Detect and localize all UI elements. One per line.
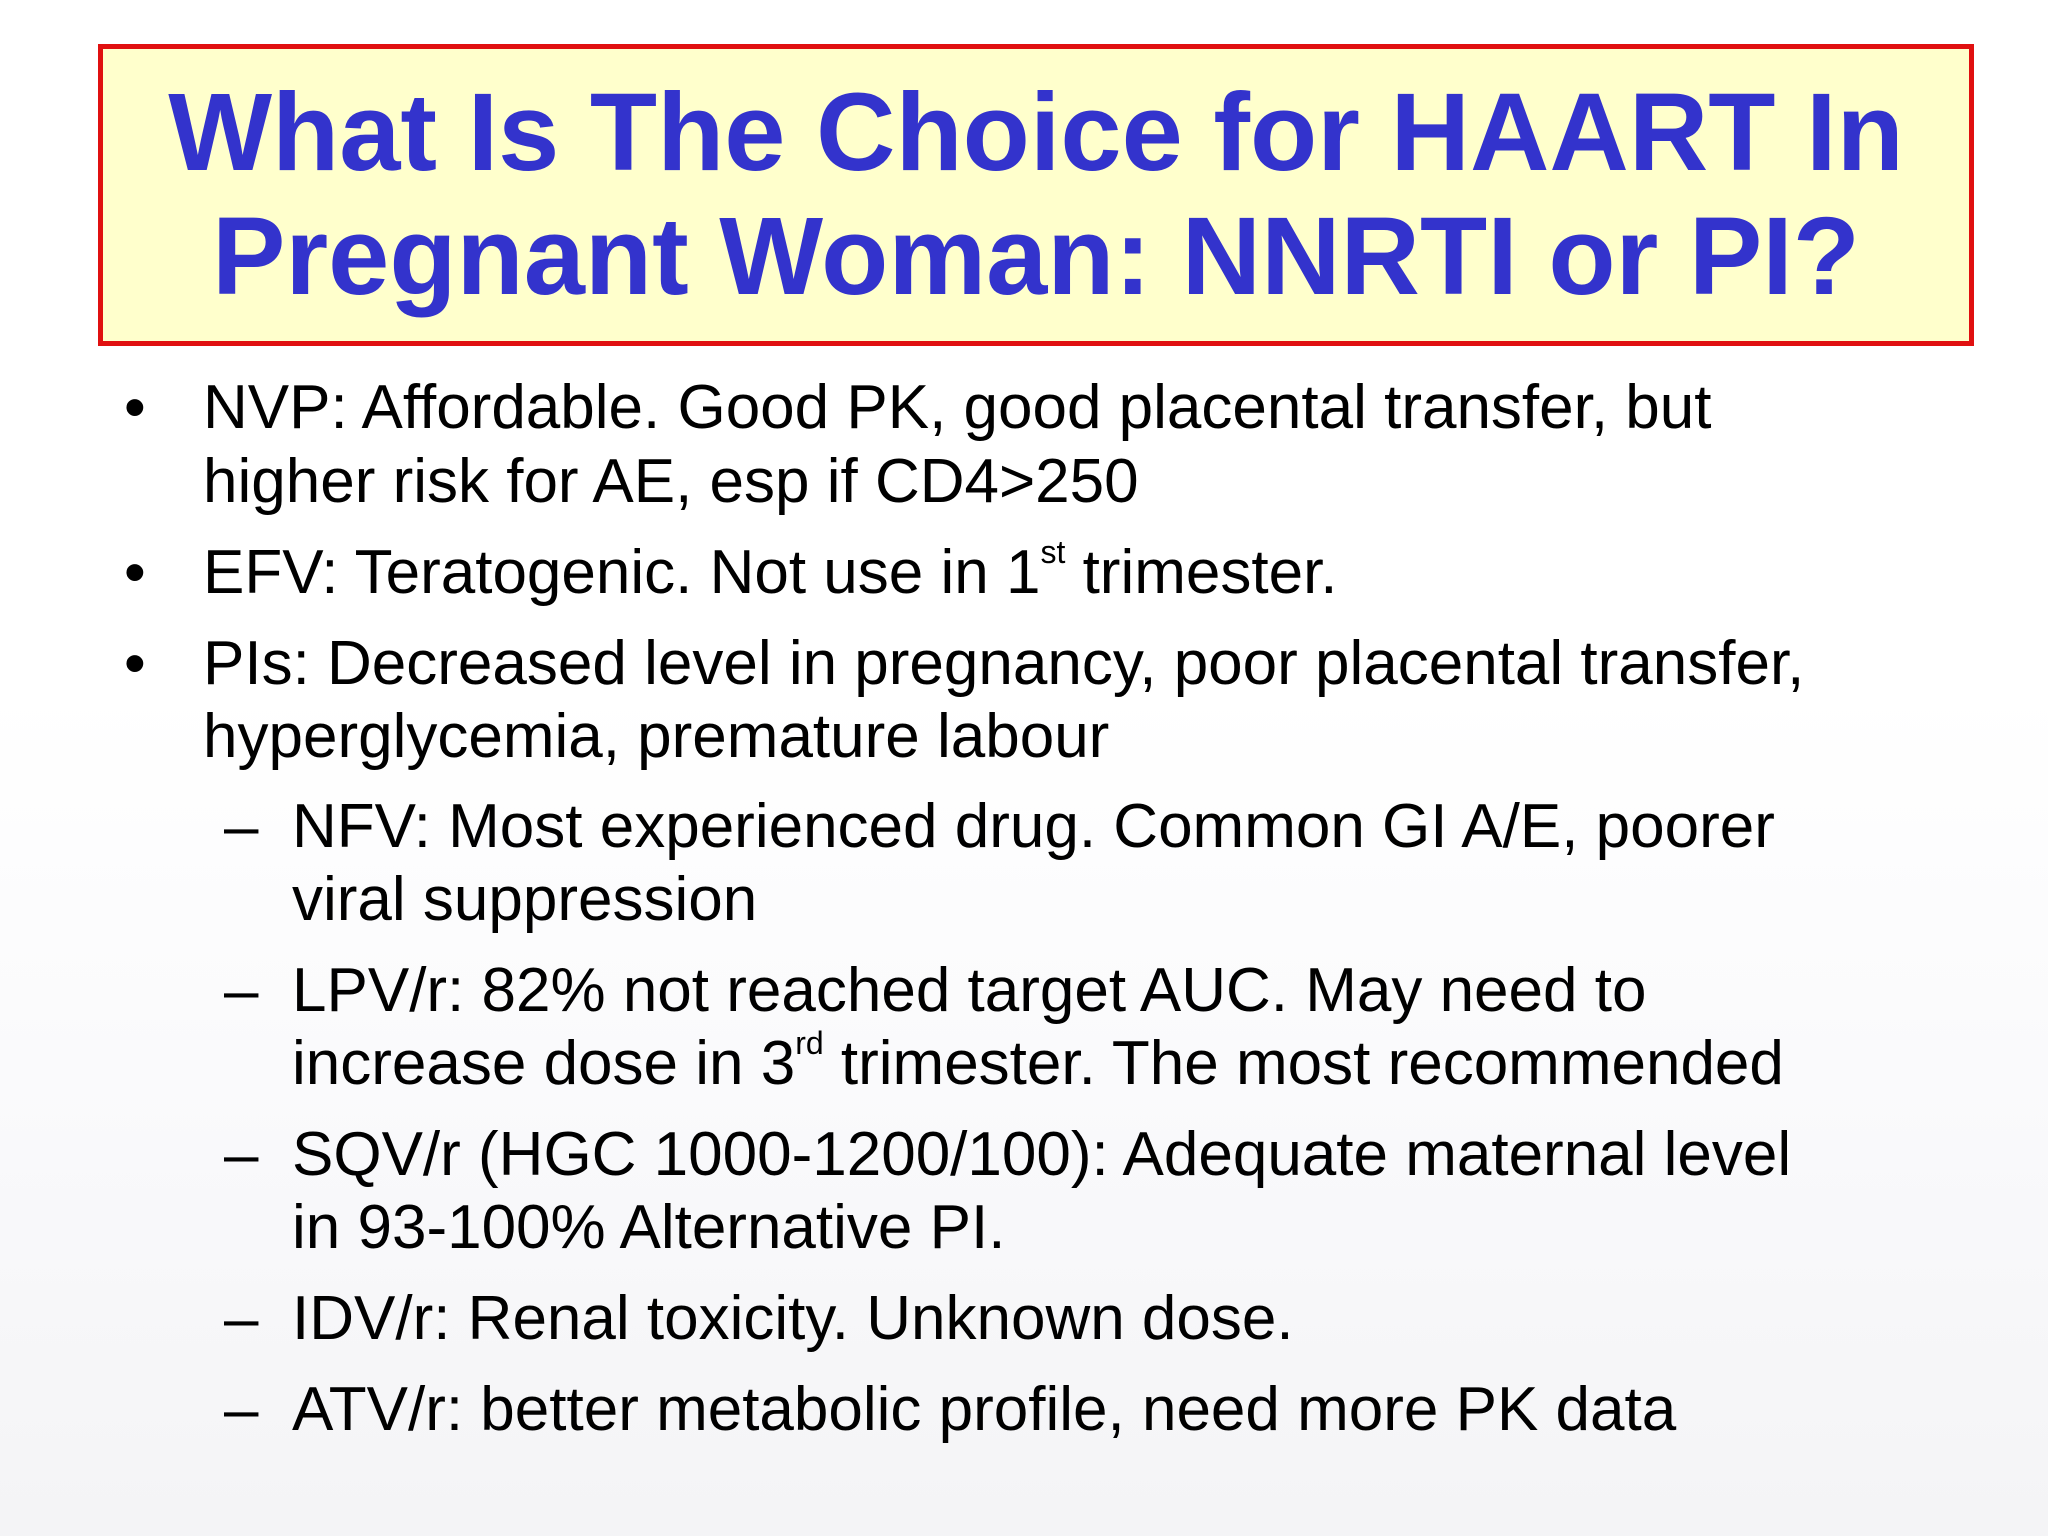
- sub-bullet-idv: IDV/r: Renal toxicity. Unknown dose.: [292, 1284, 1294, 1353]
- bullet-nvp-line-1: NVP: Affordable. Good PK, good placental transfer, but: [203, 373, 1712, 442]
- sub-bullet-marker: –: [224, 1284, 259, 1353]
- slide-title-line-1: What Is The Choice for HAART In: [168, 71, 1904, 194]
- sub-bullet-marker: –: [224, 792, 259, 861]
- bullet-efv-text-b: trimester.: [1065, 538, 1338, 607]
- bullet-nvp-line-2: higher risk for AE, esp if CD4>250: [203, 447, 1139, 516]
- sub-bullet-lpv-line-2: [292, 1026, 1784, 1102]
- sub-bullet-marker: –: [224, 956, 259, 1025]
- slide-title-line-2: Pregnant Woman: NNRTI or PI?: [211, 195, 1860, 318]
- bullet-marker: •: [124, 629, 146, 698]
- sub-bullet-marker: –: [224, 1120, 259, 1189]
- sub-bullet-sqv-line-2: in 93-100% Alternative PI.: [292, 1193, 1006, 1262]
- bullet-marker: •: [124, 538, 146, 607]
- sub-bullet-lpv-line-1: LPV/r: 82% not reached target AUC. May need to: [292, 956, 1647, 1025]
- sub-bullet-sqv-line-1: SQV/r (HGC 1000-1200/100): Adequate maternal level: [292, 1120, 1792, 1189]
- sub-bullet-nfv-line-1: NFV: Most experienced drug. Common GI A/E, poorer: [292, 792, 1775, 861]
- sub-bullet-nfv-line-2: viral suppression: [292, 865, 758, 934]
- sub-bullet-lpv-text-a: increase dose in 3: [292, 1029, 796, 1098]
- bullet-pis-line-1: PIs: Decreased level in pregnancy, poor placental transfer,: [203, 629, 1805, 698]
- bullet-efv: [203, 535, 1338, 611]
- bullet-efv-superscript: st: [1040, 534, 1066, 570]
- sub-bullet-atv: ATV/r: better metabolic profile, need more PK data: [292, 1375, 1677, 1444]
- bullet-efv-text-a: EFV: Teratogenic. Not use in 1: [203, 538, 1041, 607]
- sub-bullet-lpv-text-b: trimester. The most recommended: [823, 1029, 1784, 1098]
- sub-bullet-marker: –: [224, 1375, 259, 1444]
- bullet-pis-line-2: hyperglycemia, premature labour: [203, 702, 1110, 771]
- sub-bullet-lpv-superscript: rd: [795, 1025, 824, 1061]
- bullet-marker: •: [124, 373, 146, 442]
